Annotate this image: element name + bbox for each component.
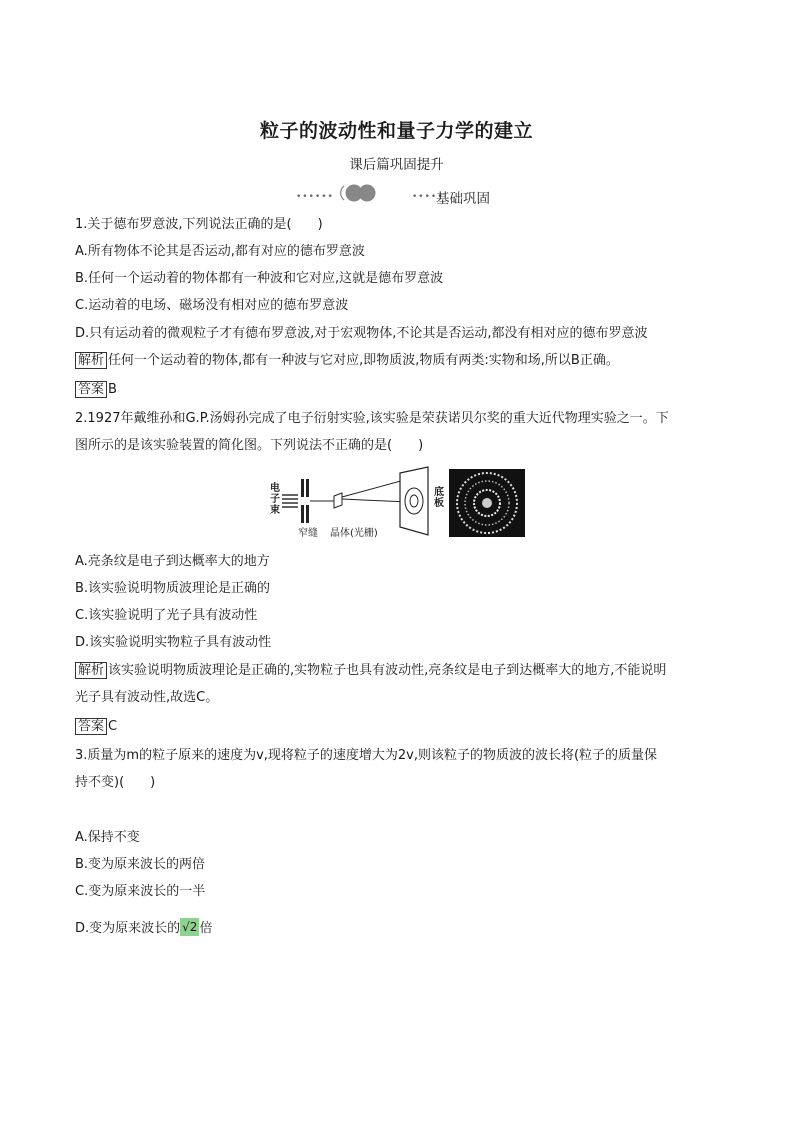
label-plate: 底 板 <box>434 487 444 509</box>
q1-analysis-text: 任何一个运动着的物体,都有一种波与它对应,即物质波,物质有两类:实物和场,所以B正确。 <box>108 353 619 368</box>
q3-stem-line1: 3.质量为m的粒子原来的速度为v,现将粒子的速度增大为2v,则该粒子的物质波的波长将(粒子的质量保 <box>75 748 658 763</box>
answer-tag: 答案 <box>75 381 107 398</box>
page-title: 粒子的波动性和量子力学的建立 <box>259 120 533 142</box>
electron-diffraction-figure <box>268 465 528 541</box>
q2-stem-line1: 2.1927年戴维孙和G.P.汤姆孙完成了电子衍射实验,该实验是荣获诺贝尔奖的重大近代物理实验之一。下 <box>75 411 669 426</box>
label-electron-beam: 电 子 束 <box>270 483 280 516</box>
answer-tag: 答案 <box>75 718 107 735</box>
label-slit: 窄缝 <box>298 528 318 539</box>
q3-option-d-suffix: 倍 <box>199 921 213 936</box>
q2-analysis-text: 该实验说明物质波理论是正确的,实物粒子也具有波动性,亮条纹是电子到达概率大的地方,不能说明 <box>108 663 667 678</box>
q2-option-b: B.该实验说明物质波理论是正确的 <box>75 581 271 596</box>
q1-option-a: A.所有物体不论其是否运动,都有对应的德布罗意波 <box>75 244 365 259</box>
q2-analysis <box>75 662 666 680</box>
label-crystal: 晶体(光栅) <box>330 528 378 539</box>
q3-option-b: B.变为原来波长的两倍 <box>75 857 206 872</box>
q3-option-d-prefix: D.变为原来波长的 <box>75 921 181 936</box>
analysis-tag: 解析 <box>75 352 107 369</box>
q2-stem-line2: 图所示的是该实验装置的简化图。下列说法不正确的是( ) <box>75 438 424 453</box>
q2-option-c: C.该实验说明了光子具有波动性 <box>75 608 258 623</box>
q1-answer <box>75 381 117 399</box>
q2-analysis-line2: 光子具有波动性,故选C。 <box>75 690 219 705</box>
q3-option-d <box>75 918 212 938</box>
q1-answer-text: B <box>108 382 117 397</box>
q2-answer-text: C <box>108 719 118 734</box>
page-subtitle: 课后篇巩固提升 <box>349 157 444 173</box>
q1-option-c: C.运动着的电场、磁场没有相对应的德布罗意波 <box>75 298 349 313</box>
q3-option-a: A.保持不变 <box>75 830 140 845</box>
q1-option-b: B.任何一个运动着的物体都有一种波和它对应,这就是德布罗意波 <box>75 271 444 286</box>
analysis-tag: 解析 <box>75 662 107 679</box>
banner-dots-right: ••••• <box>412 192 444 202</box>
q1-analysis <box>75 352 619 370</box>
q3-stem-line2: 持不变)( ) <box>75 775 156 790</box>
q1-stem: 1.关于德布罗意波,下列说法正确的是( ) <box>75 217 323 232</box>
q2-option-d: D.该实验说明实物粒子具有波动性 <box>75 635 272 650</box>
double-circle-icon <box>338 182 378 204</box>
sqrt-two-formula: √2 <box>182 920 198 934</box>
section-label: 基础巩固 <box>436 191 490 207</box>
q1-option-d: D.只有运动着的微观粒子才有德布罗意波,对于宏观物体,不论其是否运动,都没有相对应的德布罗意波 <box>75 326 648 341</box>
section-banner <box>296 180 506 208</box>
q3-option-c: C.变为原来波长的一半 <box>75 884 206 899</box>
banner-dots-left: •••••• <box>296 192 334 202</box>
q2-option-a: A.亮条纹是电子到达概率大的地方 <box>75 554 270 569</box>
q2-answer <box>75 718 117 736</box>
